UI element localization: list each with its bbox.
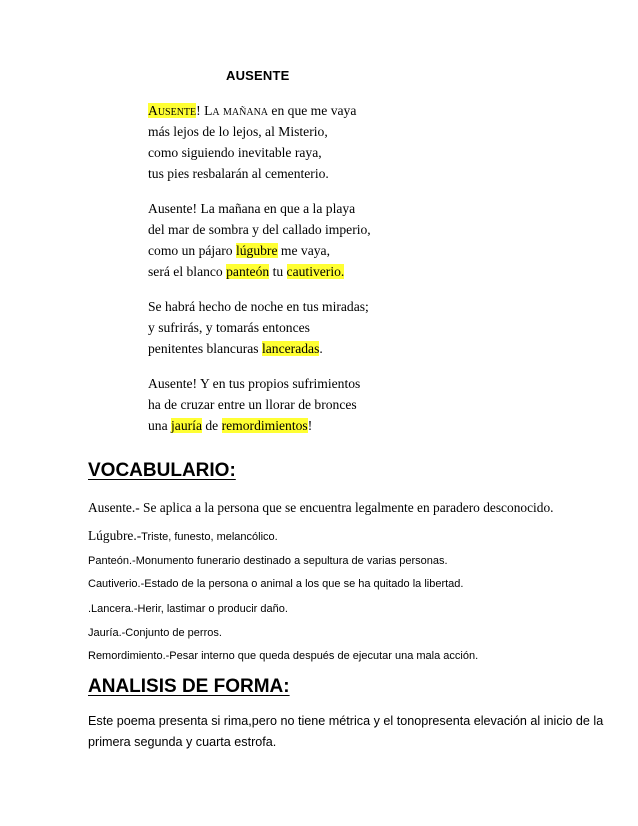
highlighted-word: Ausente (148, 103, 197, 118)
poem-line: más lejos de lo lejos, al Misterio, (148, 124, 328, 139)
stanza-1 (148, 100, 448, 184)
text-fragment: será el blanco (148, 264, 227, 279)
poem-line: tus pies resbalarán al cementerio. (148, 166, 329, 181)
vocab-item: Cautiverio.-Estado de la persona o animal a los que se ha quitado la libertad. (88, 578, 464, 590)
vocab-item: Ausente.- Se aplica a la persona que se encuentra legalmente en paradero desconocido. (88, 500, 554, 515)
vocabulario-heading: VOCABULARIO: (88, 460, 236, 481)
poem-line (148, 415, 448, 436)
poem (148, 100, 448, 450)
vocab-term: Lúgubre.- (88, 528, 142, 543)
text-fragment: de (201, 418, 222, 433)
text-fragment: me vaya, (277, 243, 330, 258)
poem-line (148, 100, 448, 121)
poem-line: del mar de sombra y del callado imperio, (148, 222, 371, 237)
highlighted-word: remordimientos (221, 418, 308, 433)
analisis-heading: ANALISIS DE FORMA: (88, 676, 290, 697)
poem-line: y sufrirás, y tomarás entonces (148, 320, 310, 335)
text-fragment: como un pájaro (148, 243, 236, 258)
poem-line: Se habrá hecho de noche en tus miradas; (148, 299, 369, 314)
vocab-definition: Triste, funesto, melancólico. (141, 531, 278, 543)
highlighted-word: lúgubre (235, 243, 278, 258)
text-fragment: La mañana (204, 103, 269, 118)
highlighted-word: jauría (171, 418, 202, 433)
vocab-item: .Lancera.-Herir, lastimar o producir daño. (88, 603, 288, 615)
poem-title: AUSENTE (226, 68, 290, 83)
analisis-paragraph: Este poema presenta si rima,pero no tiene métrica y el tonopresenta elevación al inicio de la primera segunda y cuarta estrofa. (88, 714, 604, 749)
stanza-2 (148, 198, 448, 282)
poem-line: ha de cruzar entre un llorar de bronces (148, 397, 357, 412)
vocab-item: Remordimiento.-Pesar interno que queda después de ejecutar una mala acción. (88, 650, 479, 662)
poem-line (148, 338, 448, 359)
poem-line: Ausente! Y en tus propios sufrimientos (148, 376, 361, 391)
vocab-item (88, 528, 608, 544)
highlighted-word: cautiverio. (286, 264, 345, 279)
text-fragment: una (148, 418, 172, 433)
stanza-4 (148, 373, 448, 436)
poem-line: como siguiendo inevitable raya, (148, 145, 322, 160)
poem-line (148, 261, 448, 282)
poem-line: Ausente! La mañana en que a la playa (148, 201, 356, 216)
stanza-3 (148, 296, 448, 359)
text-fragment: . (319, 341, 323, 356)
text-fragment: ! (196, 103, 205, 118)
text-fragment: tu (269, 264, 287, 279)
highlighted-word: lanceradas (262, 341, 320, 356)
text-fragment: en que me vaya (268, 103, 357, 118)
text-fragment: penitentes blancuras (148, 341, 262, 356)
vocab-item: Jauría.-Conjunto de perros. (88, 627, 222, 639)
text-fragment: ! (307, 418, 313, 433)
poem-line (148, 240, 448, 261)
highlighted-word: panteón (226, 264, 270, 279)
vocab-item: Panteón.-Monumento funerario destinado a sepultura de varias personas. (88, 555, 448, 567)
